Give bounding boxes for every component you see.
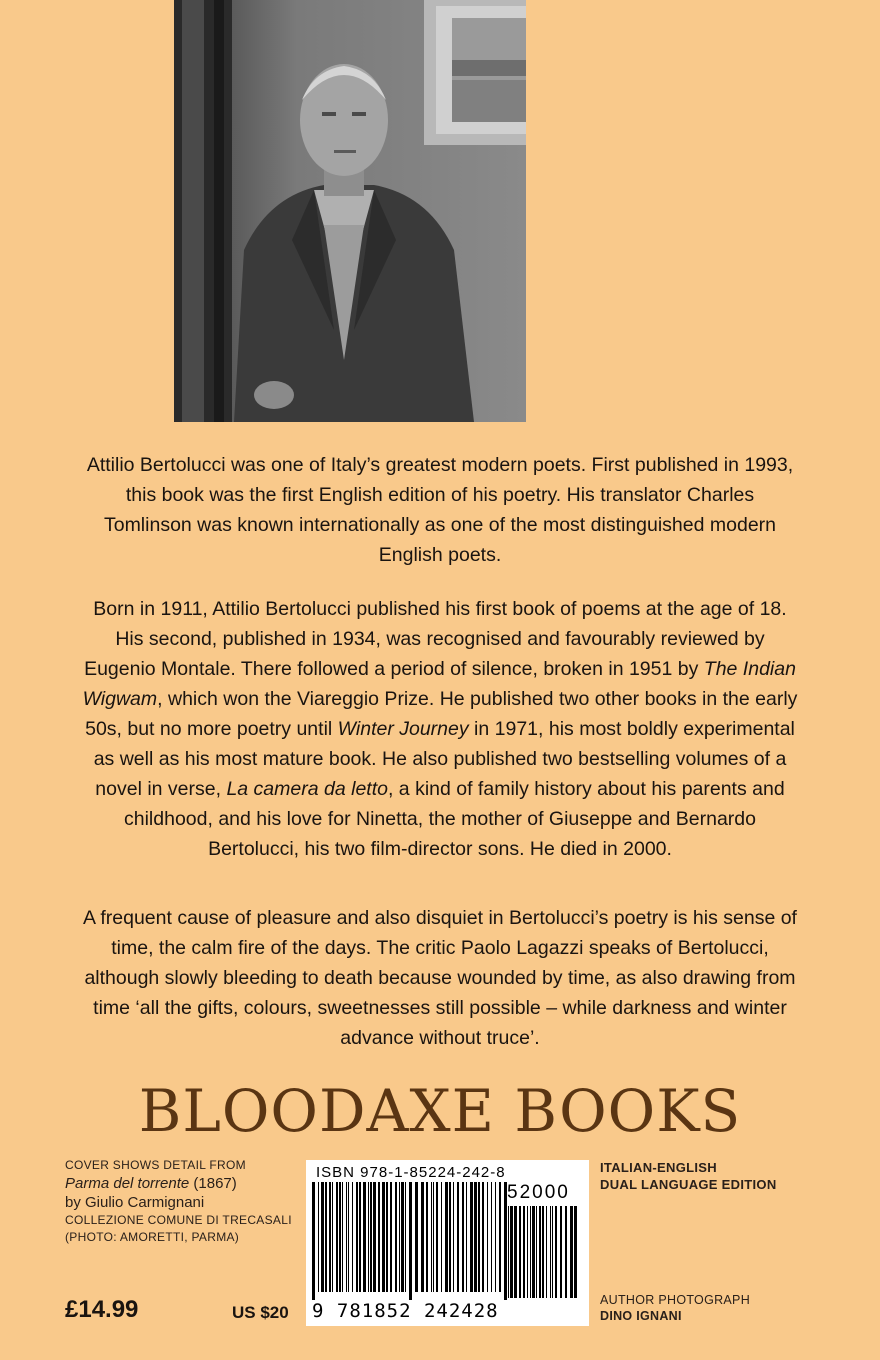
book-title: Winter Journey [337, 718, 469, 740]
barcode-bar [426, 1182, 428, 1292]
publisher-logo: BLOODAXE BOOKS [138, 1077, 742, 1145]
addon-barcode [508, 1206, 580, 1306]
photographer-name: DINO IGNANI [600, 1309, 682, 1323]
barcode-bar [386, 1182, 388, 1292]
cover-credit [65, 1157, 315, 1246]
barcode-bar [368, 1182, 369, 1292]
barcode-bar [550, 1206, 551, 1298]
author-photo-label: AUTHOR PHOTOGRAPH [600, 1293, 751, 1307]
barcode-bar [318, 1182, 319, 1292]
barcode-bar [466, 1182, 467, 1292]
edition-line-2: DUAL LANGUAGE EDITION [600, 1177, 777, 1192]
barcode-bar [508, 1206, 509, 1298]
barcode-bar [491, 1182, 492, 1292]
barcode-bar [363, 1182, 366, 1292]
barcode-bar [415, 1182, 418, 1292]
barcode-bar [399, 1182, 400, 1292]
blurb-paragraph-3: A frequent cause of pleasure and also disquiet in Bertolucci’s poetry is his sense of time, the calm fire of the days. The critic Paolo Lagazzi speaks of Bertolucci, although slowly bleeding to death because wounded by time, as also drawing from time ‘all the gifts, colours, sweetnesses still possible – while darkness and winter advance without truce’. [83, 907, 797, 1049]
barcode-bar [487, 1182, 488, 1292]
barcode-bar [441, 1182, 442, 1292]
barcode-bar [470, 1182, 473, 1292]
barcode-bar [499, 1182, 501, 1292]
painting-title-line [65, 1174, 315, 1193]
barcode-bar [332, 1182, 333, 1292]
barcode-bar [453, 1182, 454, 1292]
photo-credit: (PHOTO: AMORETTI, PARMA) [65, 1230, 240, 1244]
book-title: The Indian Wigwam [82, 658, 796, 710]
barcode-bar [555, 1206, 557, 1298]
barcode-bar [321, 1182, 324, 1292]
barcode-bar [378, 1182, 380, 1292]
barcode-bar [462, 1182, 464, 1292]
barcode-bar [373, 1182, 376, 1292]
barcode-bar [431, 1182, 432, 1292]
barcode-bar [401, 1182, 404, 1292]
barcode-bar [405, 1182, 406, 1292]
barcode-bar [395, 1182, 397, 1292]
author-photograph [174, 0, 526, 422]
barcode-bar [346, 1182, 347, 1292]
blurb-text: in 1971, his most boldly experimental as well as his most mature book. He also published two bestselling volumes of a novel in verse, [93, 718, 795, 800]
cover-credit-line: COVER SHOWS DETAIL FROM [65, 1158, 246, 1172]
isbn-label: ISBN 978-1-85224-242-8 [316, 1164, 506, 1181]
barcode-bar [356, 1182, 358, 1292]
barcode-bar [510, 1206, 513, 1298]
price-gbp: £14.99 [65, 1296, 139, 1323]
barcode-bar [523, 1206, 525, 1298]
book-title: La camera da letto [226, 778, 388, 800]
barcode-bar [539, 1206, 541, 1298]
painting-year: (1867) [189, 1175, 237, 1192]
blurb-text: Born in 1911, Attilio Bertolucci published his first book of poems at the age of 18. His second, published in 1934, was recognised and favourably reviewed by Eugenio Montale. There followed a period of silence, broken in 1951 by [84, 598, 787, 680]
barcode-bar [482, 1182, 484, 1292]
barcode-bar [552, 1206, 553, 1298]
barcode-bar [449, 1182, 451, 1292]
barcode-bar [570, 1206, 573, 1298]
barcode-bar [474, 1182, 477, 1292]
barcode-bar [409, 1182, 412, 1300]
barcode-bar [574, 1206, 577, 1298]
edition-line-1: ITALIAN-ENGLISH [600, 1160, 717, 1175]
barcode-bar [339, 1182, 341, 1292]
barcode-bar [514, 1206, 517, 1298]
price-code: 52000 [507, 1182, 570, 1203]
barcode-bar [560, 1206, 562, 1298]
barcode-bar [348, 1182, 349, 1292]
blurb-paragraph-1: Attilio Bertolucci was one of Italy’s greatest modern poets. First published in 1993, this book was the first English edition of his poetry. His translator Charles Tomlinson was known internationally as one of the most distinguished modern English poets. [86, 454, 794, 566]
barcode-bar [527, 1206, 528, 1298]
barcode-bar [390, 1182, 392, 1292]
barcode-bar [359, 1182, 361, 1292]
painter-name: by Giulio Carmignani [65, 1194, 205, 1211]
barcode-bar [421, 1182, 424, 1292]
edition-label [600, 1159, 777, 1193]
price-usd: US $20 [232, 1303, 289, 1322]
barcode-bar [352, 1182, 353, 1292]
barcode-bar [542, 1206, 544, 1298]
blurb-text: , a kind of family history about his parents and childhood, and his love for Ninetta, the mother of Giuseppe and Bernardo Bertolucci, his two film-director sons. He died in 2000. [124, 778, 785, 860]
barcode-bar [536, 1206, 537, 1298]
blurb-text: , which won the Viareggio Prize. He published two other books in the early 50s, but no more poetry until [85, 688, 798, 740]
barcode-bar [532, 1206, 535, 1298]
barcode-bar [436, 1182, 438, 1292]
barcode-number: 9 781852 242428 [312, 1300, 499, 1322]
barcode-bar [336, 1182, 338, 1292]
blurb-paragraph-2 [80, 594, 800, 864]
ean-barcode [312, 1182, 507, 1300]
barcode-bar [519, 1206, 521, 1298]
barcode-bar [530, 1206, 531, 1298]
barcode-panel [306, 1160, 589, 1326]
barcode-bar [329, 1182, 331, 1292]
barcode-bar [565, 1206, 567, 1298]
barcode-bar [478, 1182, 480, 1292]
collection-credit: COLLEZIONE COMUNE DI TRECASALI [65, 1213, 292, 1227]
barcode-bar [445, 1182, 448, 1292]
barcode-bar [457, 1182, 459, 1292]
barcode-bar [370, 1182, 372, 1292]
barcode-bar [312, 1182, 315, 1300]
author-photo-credit [600, 1292, 750, 1324]
barcode-bar [325, 1182, 327, 1292]
barcode-bar [382, 1182, 385, 1292]
barcode-bar [546, 1206, 547, 1298]
painting-title: Parma del torrente [65, 1175, 190, 1192]
barcode-bar [495, 1182, 496, 1292]
barcode-bar [433, 1182, 434, 1292]
barcode-bar [342, 1182, 343, 1292]
